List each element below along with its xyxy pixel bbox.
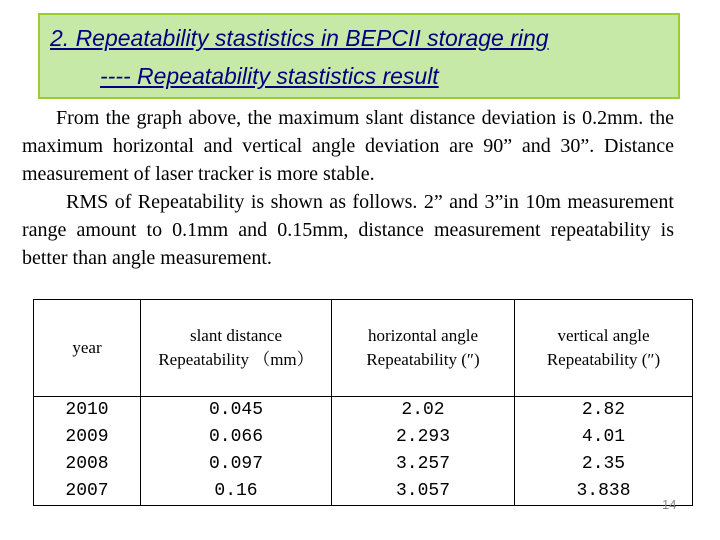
table-header-row: [34, 300, 693, 397]
column-slant: [141, 397, 332, 506]
slant-cell: 0.045: [208, 400, 263, 420]
header-vertical-line1: vertical angle: [557, 326, 650, 345]
body-paragraph: [22, 104, 674, 272]
header-vertical: [515, 300, 693, 397]
slant-cell: 0.066: [208, 427, 263, 447]
slant-cell: 0.16: [214, 481, 258, 501]
repeatability-table: [33, 299, 693, 506]
vertical-cell: 4.01: [581, 427, 626, 447]
title-line-1: 2. Repeatability stastistics in BEPCII storage ring: [50, 25, 549, 51]
year-cell: 2007: [65, 481, 109, 501]
header-slant-line2: Repeatability （mm）: [158, 350, 314, 369]
table-data-row: [34, 397, 693, 506]
header-horizontal-line1: horizontal angle: [368, 326, 478, 345]
column-year: [34, 397, 141, 506]
column-vertical: [515, 397, 693, 506]
horizontal-cell: 2.293: [395, 427, 450, 447]
header-vertical-line2: Repeatability (″): [546, 350, 661, 369]
column-horizontal: [332, 397, 515, 506]
slant-cell: 0.097: [208, 454, 263, 474]
year-cell: 2008: [65, 454, 109, 474]
year-cell: 2009: [65, 427, 109, 447]
header-horizontal: [332, 300, 515, 397]
horizontal-cell: 3.257: [395, 454, 450, 474]
paragraph-2: RMS of Repeatability is shown as follows. 2” and 3”in 10m measurement range amount to 0.1mm and 0.15mm, distance measurement repeatability is better than angle measurement.: [22, 191, 674, 269]
year-cell: 2010: [65, 400, 109, 420]
paragraph-1: From the graph above, the maximum slant distance deviation is 0.2mm. the maximum horizontal and vertical angle deviation are 90” and 30”. Distance measurement of laser tracker is more stable.: [22, 107, 674, 185]
header-horizontal-line2: Repeatability (″): [366, 350, 480, 369]
title-box: [38, 13, 680, 99]
header-slant-line1: slant distance: [189, 326, 283, 345]
horizontal-cell: 2.02: [401, 400, 445, 420]
title-line-2-text: ---- Repeatability stastistics result: [100, 63, 439, 89]
header-slant: [141, 300, 332, 397]
vertical-cell: 2.35: [581, 454, 626, 474]
header-year: year: [34, 300, 141, 397]
horizontal-cell: 3.057: [395, 481, 450, 501]
vertical-cell: 2.82: [581, 400, 626, 420]
page-number: 14: [662, 497, 677, 512]
vertical-cell: 3.838: [576, 481, 631, 501]
title-line-2: [50, 63, 439, 90]
